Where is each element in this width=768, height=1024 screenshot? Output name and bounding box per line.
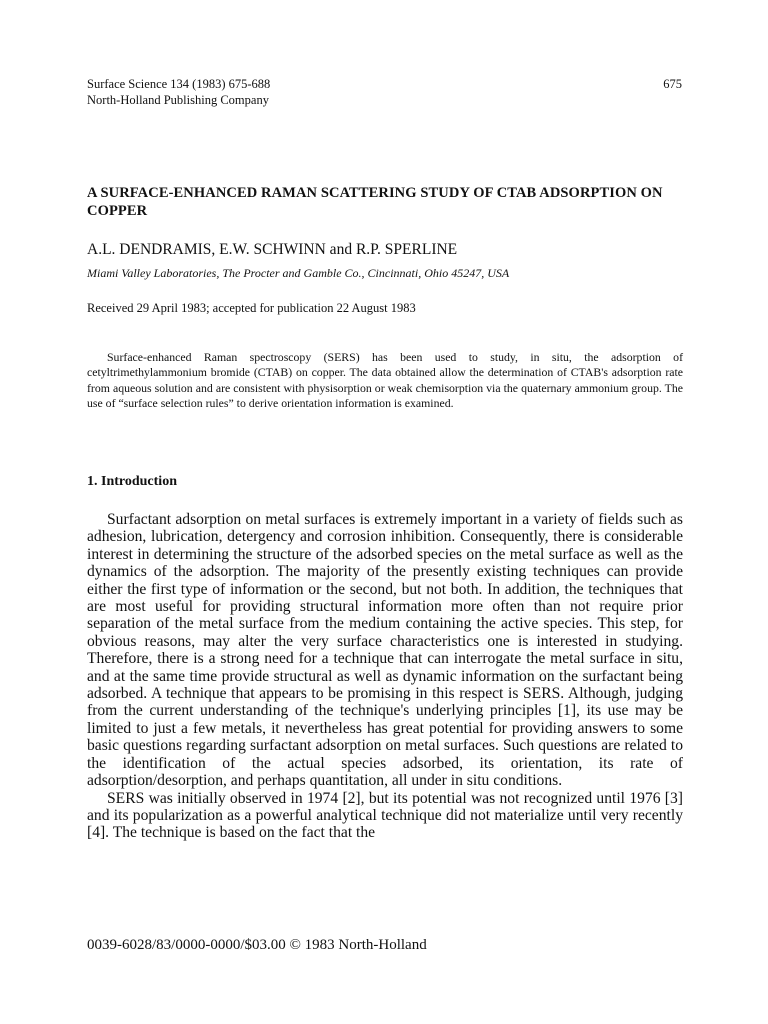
author-affiliation: Miami Valley Laboratories, The Procter and Gamble Co., Cincinnati, Ohio 45247, USA [87, 266, 510, 280]
abstract [87, 350, 683, 411]
running-header [87, 76, 270, 108]
abstract-text: Surface-enhanced Raman spectroscopy (SERS) has been used to study, in situ, the adsorption of cetyltrimethylammonium bromide (CTAB) on copper. The data obtained allow the determination of CTAB's adsorption rate from aqueous solution and are consistent with physisorption or weak chemisorption via the quaternary ammonium group. The use of “surface selection rules” to derive orientation information is examined. [87, 350, 683, 410]
copyright-line: 0039-6028/83/0000-0000/$03.00 © 1983 North-Holland [87, 937, 427, 953]
page-number: 675 [663, 77, 682, 91]
section-body [87, 511, 683, 842]
received-dates: Received 29 April 1983; accepted for publication 22 August 1983 [87, 301, 416, 315]
section-heading: 1. Introduction [87, 474, 177, 489]
publisher-name: North-Holland Publishing Company [87, 93, 269, 107]
journal-citation: Surface Science 134 (1983) 675-688 [87, 77, 271, 91]
article-title: A SURFACE-ENHANCED RAMAN SCATTERING STUDY OF CTAB ADSORPTION ON COPPER [87, 185, 663, 219]
body-paragraph: Surfactant adsorption on metal surfaces is extremely important in a variety of fields such as adhesion, lubrication, detergency and corrosion inhibition. Consequently, there is considerable interest in determining the structure of the adsorbed species on the metal surface as well as the dynamics of the adsorption. The majority of the presently existing techniques can provide either the first type of information or the second, but not both. In addition, the techniques that are most useful for providing structural information more often than not require prior separation of the metal surface from the medium containing the active species. This step, for obvious reasons, may alter the very surface characteristics one is interested in studying. Therefore, there is a strong need for a technique that can interrogate the metal surface in situ, and at the same time provide structural as well as dynamic information on the surfactant being adsorbed. A technique that appears to be promising in this respect is SERS. Although, judging from the current understanding of the technique's underlying principles [1], its use may be limited to just a few metals, it nevertheless has great potential for providing answers to some basic questions regarding surfactant adsorption on metal surfaces. Such questions are related to the identification of the actual species adsorbed, its orientation, its rate of adsorption/desorption, and perhaps quantitation, all under in situ conditions. [87, 511, 683, 790]
author-list: A.L. DENDRAMIS, E.W. SCHWINN and R.P. SPERLINE [87, 241, 458, 258]
body-paragraph: SERS was initially observed in 1974 [2], but its potential was not recognized until 1976 [3] and its popularization as a powerful analytical technique did not materialize until very recently [4]. The technique is based on the fact that the [87, 789, 683, 842]
